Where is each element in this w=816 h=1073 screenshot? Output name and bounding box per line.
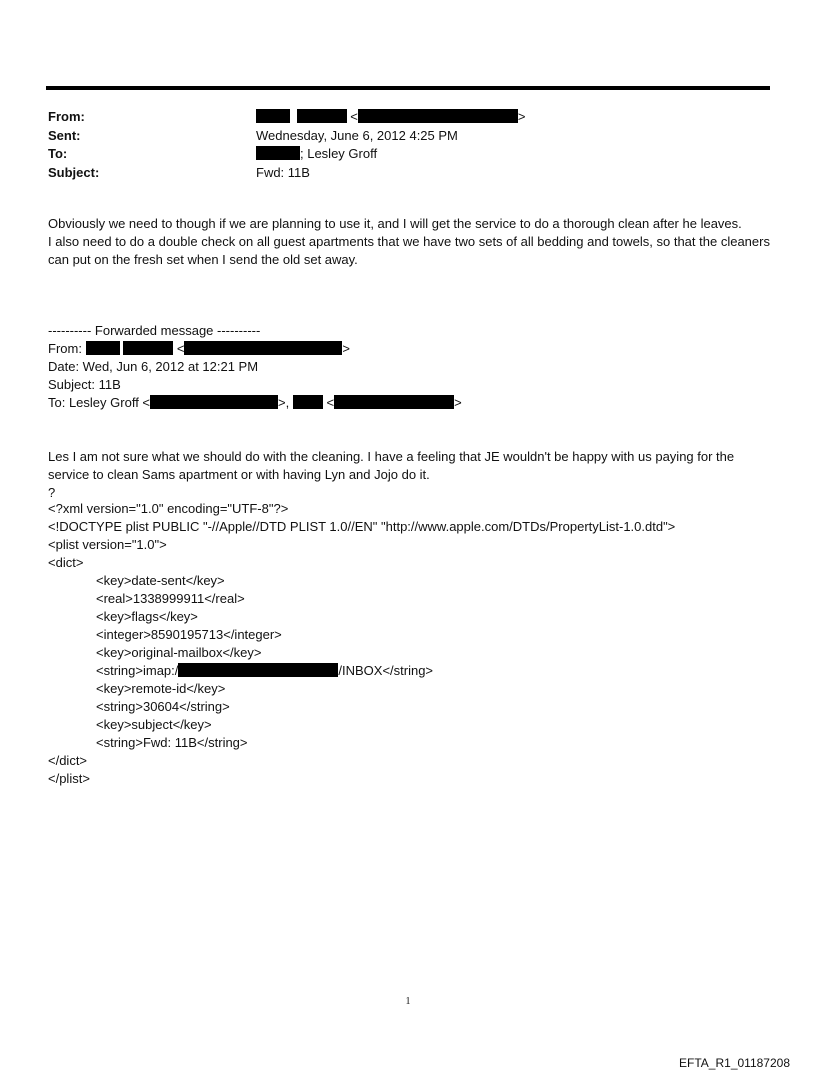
redaction-box bbox=[178, 663, 338, 677]
forwarded-to: To: Lesley Groff < >, < > bbox=[48, 395, 462, 410]
reply-body bbox=[48, 215, 770, 269]
xml-declaration: <?xml version="1.0" encoding="UTF-8"?> bbox=[48, 501, 289, 516]
reply-paragraph-2: I also need to do a double check on all guest apartments that we have two sets of all bedding and towels, so that the cleaners can put on the fresh set when I send the old set away. bbox=[48, 234, 770, 267]
sent-label: Sent: bbox=[48, 127, 81, 143]
from-value bbox=[256, 108, 525, 127]
to-recipient: ; Lesley Groff bbox=[300, 146, 378, 162]
redaction-box bbox=[86, 341, 120, 355]
forwarded-header bbox=[48, 322, 462, 412]
xml-line: <key>remote-id</key> bbox=[96, 681, 226, 696]
bates-number: EFTA_R1_01187208 bbox=[679, 1056, 790, 1070]
redaction-box bbox=[150, 395, 278, 409]
redaction-box bbox=[358, 109, 518, 123]
redaction-box bbox=[293, 395, 323, 409]
xml-line: <integer>8590195713</integer> bbox=[96, 627, 282, 642]
xml-line: <key>date-sent</key> bbox=[96, 573, 225, 588]
xml-line-mailbox: <string>imap:/ /INBOX</string> bbox=[96, 663, 434, 678]
xml-line: <key>flags</key> bbox=[96, 609, 198, 624]
forwarded-body bbox=[48, 448, 770, 502]
xml-line: <string>Fwd: 11B</string> bbox=[96, 735, 248, 750]
redaction-box bbox=[297, 109, 347, 123]
sent-value: Wednesday, June 6, 2012 4:25 PM bbox=[256, 127, 458, 143]
xml-line: <key>subject</key> bbox=[96, 717, 212, 732]
redaction-box bbox=[256, 146, 300, 160]
xml-line: <string>30604</string> bbox=[96, 699, 230, 714]
xml-line: <key>original-mailbox</key> bbox=[96, 645, 262, 660]
redaction-box bbox=[256, 109, 290, 123]
plist-open: <plist version="1.0"> bbox=[48, 537, 167, 552]
forwarded-paragraph: Les I am not sure what we should do with the cleaning. I have a feeling that JE wouldn't be happy with us paying for the service to clean Sams apartment or with having Lyn and Jojo do it. bbox=[48, 449, 735, 482]
page-number: 1 bbox=[405, 996, 411, 1007]
forwarded-from: From: < > bbox=[48, 341, 351, 356]
reply-paragraph-1: Obviously we need to though if we are planning to use it, and I will get the service to do a thorough clean after he leaves. bbox=[48, 216, 742, 231]
angle-close: > bbox=[517, 109, 526, 124]
from-label: From: bbox=[48, 109, 85, 124]
redaction-box bbox=[334, 395, 454, 409]
to-value bbox=[256, 145, 377, 164]
forwarded-subject: Subject: 11B bbox=[48, 377, 121, 392]
dict-open: <dict> bbox=[48, 555, 84, 570]
xml-line: <real>1338999911</real> bbox=[96, 591, 245, 606]
subject-value: Fwd: 11B bbox=[256, 164, 310, 180]
redaction-box bbox=[184, 341, 342, 355]
angle-open: < bbox=[350, 109, 358, 124]
forwarded-date: Date: Wed, Jun 6, 2012 at 12:21 PM bbox=[48, 359, 259, 374]
xml-doctype: <!DOCTYPE plist PUBLIC "-//Apple//DTD PLIST 1.0//EN" "http://www.apple.com/DTDs/PropertyList-1.0.dtd"> bbox=[48, 519, 676, 534]
forwarded-banner: ---------- Forwarded message ---------- bbox=[48, 323, 261, 338]
redaction-box bbox=[123, 341, 173, 355]
plist-xml bbox=[48, 500, 675, 788]
plist-close: </plist> bbox=[48, 771, 90, 786]
question-mark: ? bbox=[48, 485, 56, 500]
subject-label: Subject: bbox=[48, 164, 100, 180]
header-rule bbox=[46, 86, 770, 90]
dict-close: </dict> bbox=[48, 753, 88, 768]
to-label: To: bbox=[48, 146, 68, 162]
